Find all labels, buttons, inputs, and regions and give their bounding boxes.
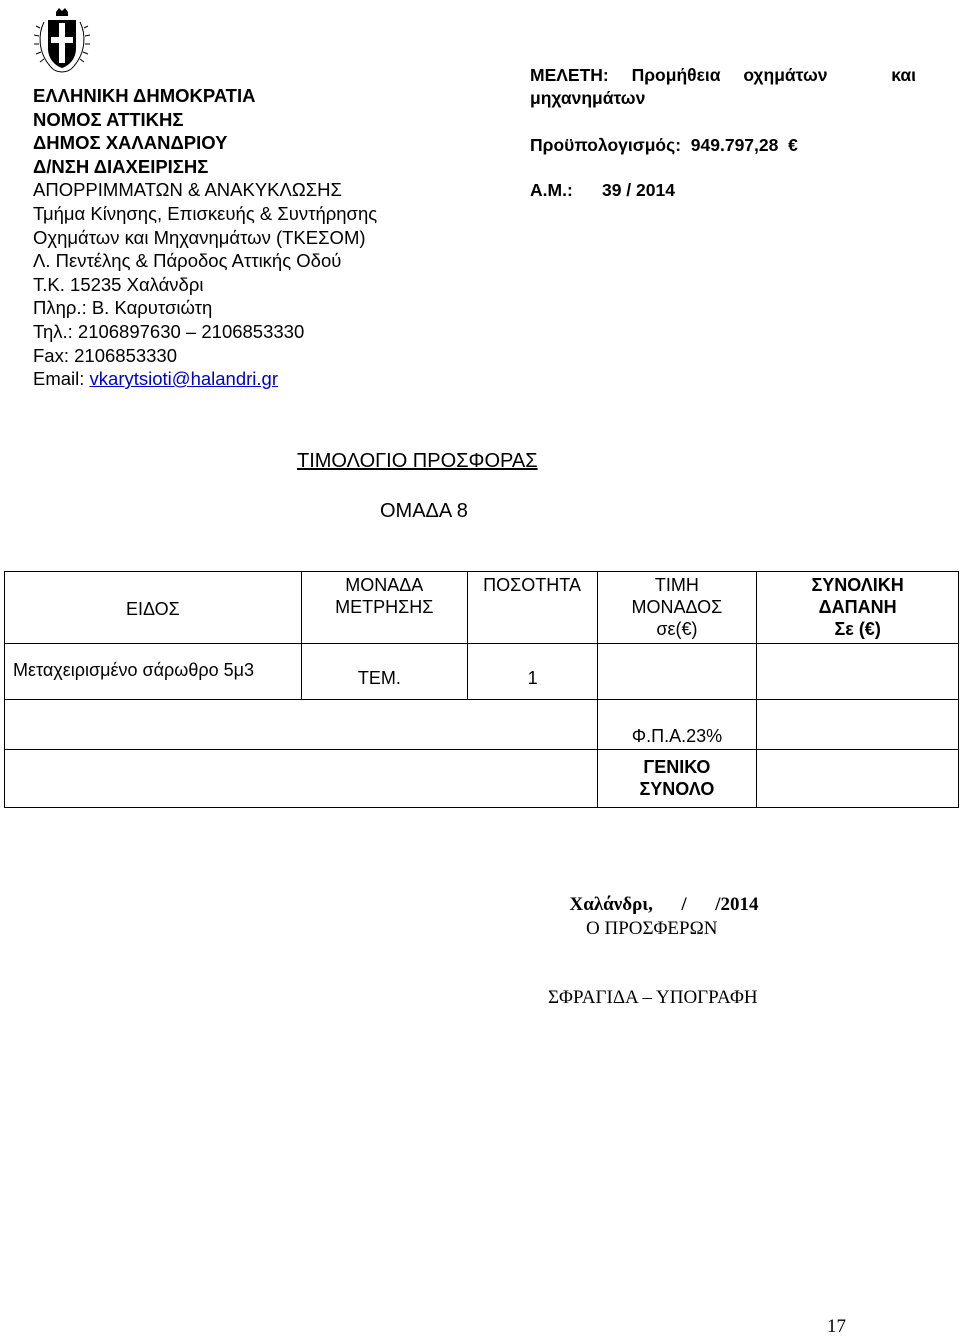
vat-label-cell: Φ.Π.Α.23%	[597, 700, 757, 750]
document-title: ΤΙΜΟΛΟΓΙΟ ΠΡΟΣΦΟΡΑΣ	[297, 450, 538, 472]
offer-table	[4, 571, 959, 808]
row-quantity: 1	[467, 644, 597, 700]
budget-line	[530, 134, 916, 157]
header-cell-total: ΣΥΝΟΛΙΚΗ ΔΑΠΑΝΗ Σε (€)	[757, 572, 959, 644]
grand-total-row-blank	[5, 750, 598, 808]
grand-total-label-cell: ΓΕΝΙΚΟ ΣΥΝΟΛΟ	[597, 750, 757, 808]
budget-value: 949.797,28	[690, 135, 779, 155]
header-line: Λ. Πεντέλης & Πάροδος Αττικής Οδού	[33, 250, 342, 272]
header-line: ΑΠΟΡΡΙΜΜΑΤΩΝ & ΑΝΑΚΥΚΛΩΣΗΣ	[33, 179, 342, 201]
email-link[interactable]: vkarytsioti@halandri.gr	[89, 368, 278, 390]
header-line: Δ/ΝΣΗ ΔΙΑΧΕΙΡΙΣΗΣ	[33, 155, 209, 177]
table-header-row	[5, 572, 959, 644]
vat-row-blank	[5, 700, 598, 750]
header-cell-unit: ΜΟΝΑΔΑ ΜΕΤΡΗΣΗΣ	[301, 572, 467, 644]
email-label: Email:	[33, 368, 90, 390]
header-cell-quantity: ΠΟΣΟΤΗΤΑ	[467, 572, 597, 644]
header-line: Τ.Κ. 15235 Χαλάνδρι	[33, 273, 204, 295]
header-cell-item: ΕΙΔΟΣ	[5, 572, 302, 644]
stamp-signature-label: ΣΦΡΑΓΙΔΑ – ΥΠΟΓΡΑΦΗ	[548, 987, 758, 1008]
vat-row	[5, 700, 959, 750]
page-number: 17	[827, 1316, 846, 1337]
am-value: 39 / 2014	[601, 180, 675, 200]
header-line: ΝΟΜΟΣ ΑΤΤΙΚΗΣ	[33, 108, 184, 130]
study-word: και	[891, 65, 916, 85]
row-unit: ΤΕΜ.	[301, 644, 467, 700]
header-line: Τηλ.: 2106897630 – 2106853330	[33, 320, 305, 342]
row-total	[757, 644, 959, 700]
email-line	[33, 367, 377, 391]
header-line: Fax: 2106853330	[33, 344, 178, 366]
header-line: Πληρ.: Β. Καρυτσιώτη	[33, 297, 213, 319]
table-row	[5, 644, 959, 700]
am-line	[530, 179, 916, 202]
place-date: Χαλάνδρι, / /2014	[569, 894, 759, 915]
budget-label: Προϋπολογισμός:	[530, 135, 682, 155]
header-cell-unit-price: ΤΙΜΗ ΜΟΝΑΔΟΣ σε(€)	[597, 572, 757, 644]
grand-total-value-cell	[757, 750, 959, 808]
row-unit-price	[597, 644, 757, 700]
vat-value-cell	[757, 700, 959, 750]
issuer-header	[33, 84, 377, 391]
grand-total-row	[5, 750, 959, 808]
header-line: ΕΛΛΗΝΙΚΗ ΔΗΜΟΚΡΑΤΙΑ	[33, 85, 256, 106]
header-line: Οχημάτων και Μηχανημάτων (ΤΚΕΣΟΜ)	[33, 226, 366, 248]
study-title-line2: μηχανημάτων	[530, 88, 646, 108]
study-info	[530, 64, 916, 202]
euro-sign: €	[788, 135, 798, 155]
study-word: οχημάτων	[743, 65, 828, 85]
group-title: ΟΜΑΔΑ 8	[380, 500, 468, 522]
am-label: Α.Μ.:	[530, 180, 573, 200]
study-label: ΜΕΛΕΤΗ:	[530, 65, 609, 85]
header-line: ΔΗΜΟΣ ΧΑΛΑΝΔΡΙΟΥ	[33, 132, 228, 154]
study-word: Προμήθεια	[631, 65, 721, 85]
row-item: Μεταχειρισμένο σάρωθρο 5μ3	[5, 644, 302, 700]
greek-emblem-icon	[30, 4, 94, 80]
bidder-label: Ο ΠΡΟΣΦΕΡΩΝ	[586, 918, 718, 939]
study-title-line	[530, 64, 916, 87]
header-line: Τμήμα Κίνησης, Επισκευής & Συντήρησης	[33, 202, 378, 224]
